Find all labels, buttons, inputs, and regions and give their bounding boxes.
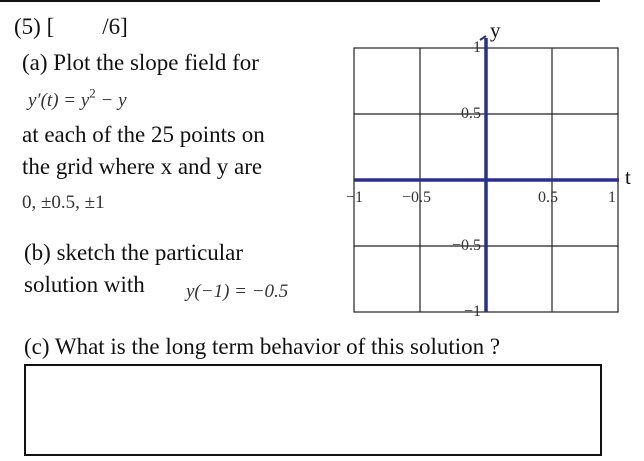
equation-lhs: y′(t) = y [28, 90, 90, 111]
x-tick-label: −0.5 [402, 189, 432, 206]
part-b-line1: (b) sketch the particular [24, 240, 244, 265]
y-tick-label: 0.5 [461, 105, 481, 122]
x-tick-label: 1 [608, 189, 616, 206]
equation-exponent: 2 [89, 85, 96, 101]
problem-header [14, 14, 128, 40]
x-tick-labels [346, 189, 616, 206]
y-tick-label: −1 [463, 303, 481, 320]
part-a-values [22, 188, 105, 216]
part-c-question: (c) What is the long term behavior of this solution ? [24, 334, 501, 359]
y-tick-label: 1 [473, 39, 481, 56]
part-b-condition [186, 277, 288, 305]
part-a-equation [28, 86, 127, 114]
y-axis-label: y [490, 18, 501, 42]
answer-box[interactable] [24, 364, 602, 456]
top-rule [0, 0, 600, 2]
y-tick-label: −0.5 [451, 237, 481, 254]
equation-rhs: − y [95, 90, 127, 111]
part-a-line2: at each of the 25 points on [22, 122, 265, 147]
slope-field-grid[interactable] [340, 16, 640, 326]
problem-score-total: /6] [102, 14, 128, 39]
x-tick-label: 0.5 [538, 189, 558, 206]
part-a-line3: the grid where x and y are [22, 154, 263, 179]
t-axis-label: t [625, 165, 631, 189]
grid-values: 0, ±0.5, ±1 [22, 192, 105, 213]
initial-condition: y(−1) = −0.5 [186, 281, 289, 302]
part-b-line2: solution with [24, 272, 145, 297]
problem-number: (5) [ [14, 14, 55, 39]
part-a-line1: (a) Plot the slope field for [22, 50, 259, 75]
x-tick-label: −1 [346, 189, 364, 206]
